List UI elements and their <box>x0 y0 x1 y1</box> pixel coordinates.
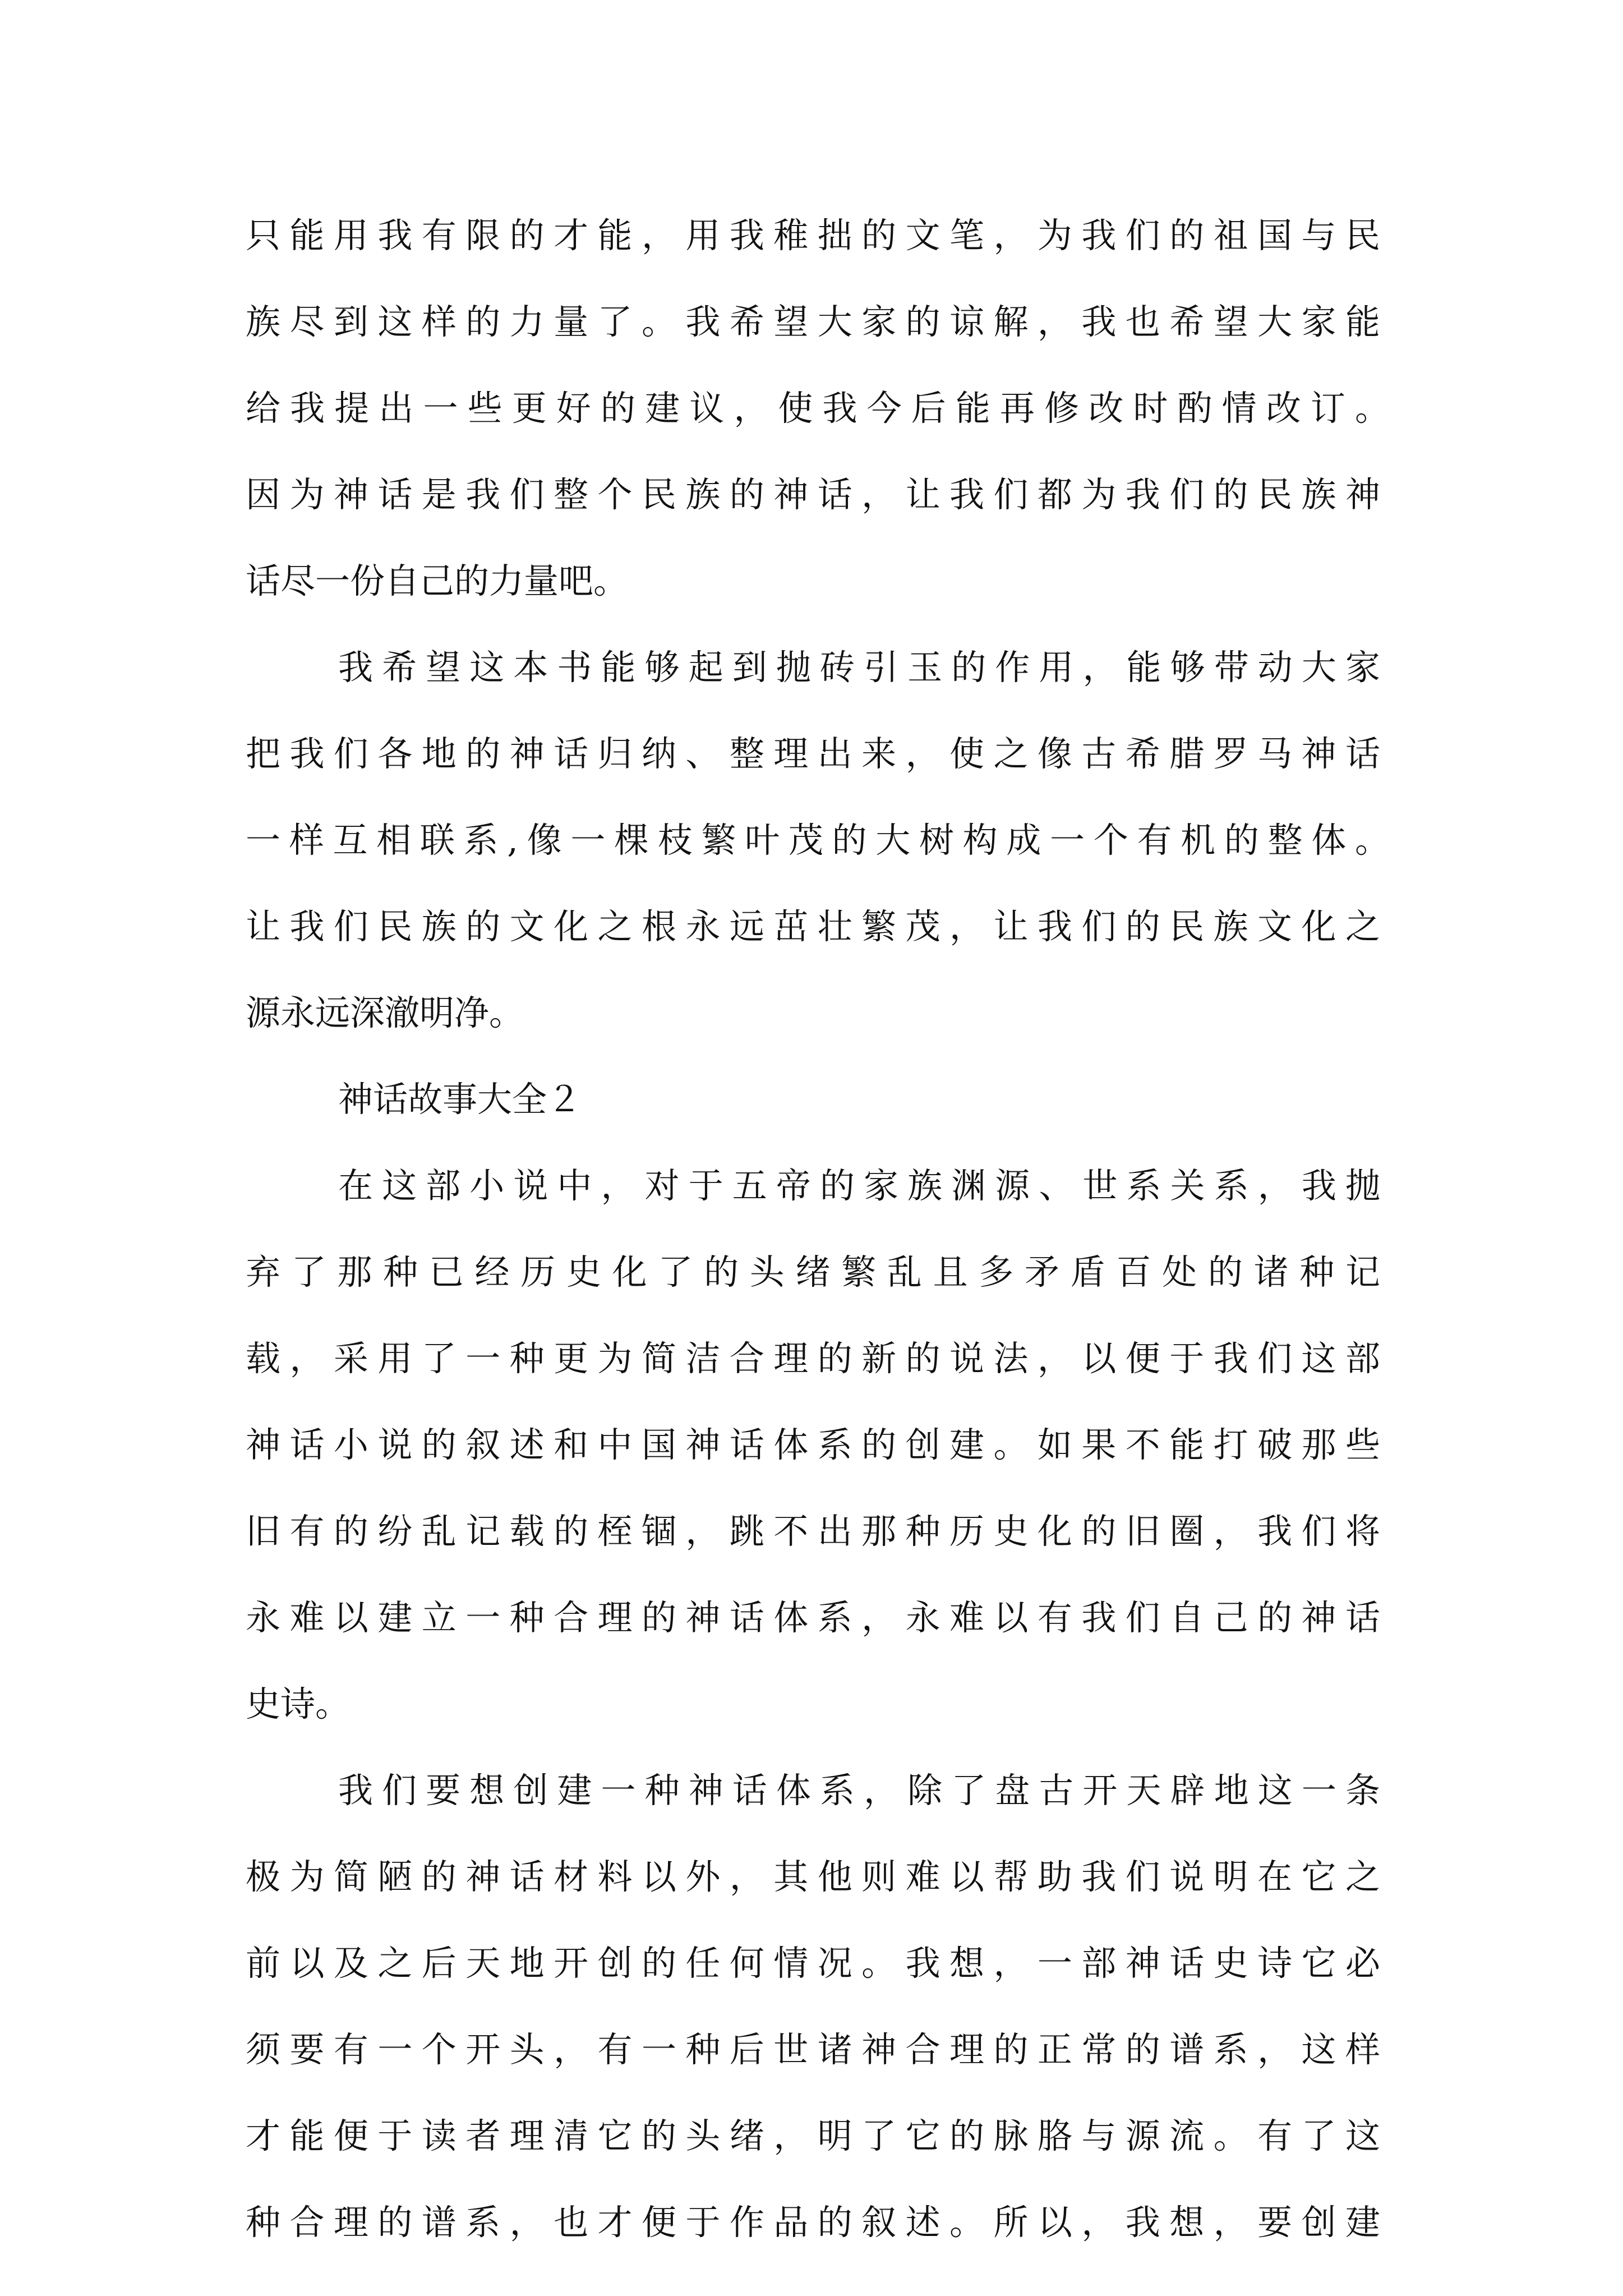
text-line: 一样互相联系,像一棵枝繁叶茂的大树构成一个有机的整体。 <box>246 820 1390 861</box>
text-line: 须要有一个开头，有一种后世诸神合理的正常的谱系，这样 <box>246 2029 1380 2070</box>
paragraph-first-line: 我希望这本书能够起到抛砖引玉的作用，能够带动大家 <box>338 647 1380 688</box>
text-line: 话尽一份自己的力量吧。 <box>246 560 629 601</box>
text-line: 神话小说的叙述和中国神话体系的创建。如果不能打破那些 <box>246 1424 1380 1465</box>
text-line: 给我提出一些更好的建议，使我今后能再修改时酌情改订。 <box>246 388 1390 429</box>
text-line: 把我们各地的神话归纳、整理出来，使之像古希腊罗马神话 <box>246 733 1380 774</box>
text-line: 永难以建立一种合理的神话体系，永难以有我们自己的神话 <box>246 1597 1380 1638</box>
text-line: 载，采用了一种更为简洁合理的新的说法，以便于我们这部 <box>246 1338 1380 1379</box>
text-line: 史诗。 <box>246 1683 351 1724</box>
text-line: 因为神话是我们整个民族的神话，让我们都为我们的民族神 <box>246 474 1380 515</box>
text-line: 弃了那种已经历史化了的头绪繁乱且多矛盾百处的诸种记 <box>246 1251 1380 1292</box>
text-line: 极为简陋的神话材料以外，其他则难以帮助我们说明在它之 <box>246 1856 1380 1897</box>
paragraph-first-line: 在这部小说中，对于五帝的家族渊源、世系关系，我抛 <box>338 1165 1380 1206</box>
text-line: 旧有的纷乱记载的桎锢，跳不出那种历史化的旧圈，我们将 <box>246 1511 1380 1552</box>
paragraph-first-line: 我们要想创建一种神话体系，除了盘古开天辟地这一条 <box>338 1770 1380 1811</box>
text-line: 种合理的谱系，也才便于作品的叙述。所以，我想，要创建 <box>246 2202 1380 2243</box>
text-line: 才能便于读者理清它的头绪，明了它的脉胳与源流。有了这 <box>246 2115 1380 2156</box>
section-heading: 神话故事大全２ <box>338 1079 582 1120</box>
text-line: 只能用我有限的才能，用我稚拙的文笔，为我们的祖国与民 <box>246 215 1380 256</box>
text-line: 前以及之后天地开创的任何情况。我想，一部神话史诗它必 <box>246 1943 1380 1984</box>
text-line: 族尽到这样的力量了。我希望大家的谅解，我也希望大家能 <box>246 301 1380 342</box>
text-line: 源永远深澈明净。 <box>246 992 524 1033</box>
text-line: 让我们民族的文化之根永远茁壮繁茂，让我们的民族文化之 <box>246 906 1380 947</box>
